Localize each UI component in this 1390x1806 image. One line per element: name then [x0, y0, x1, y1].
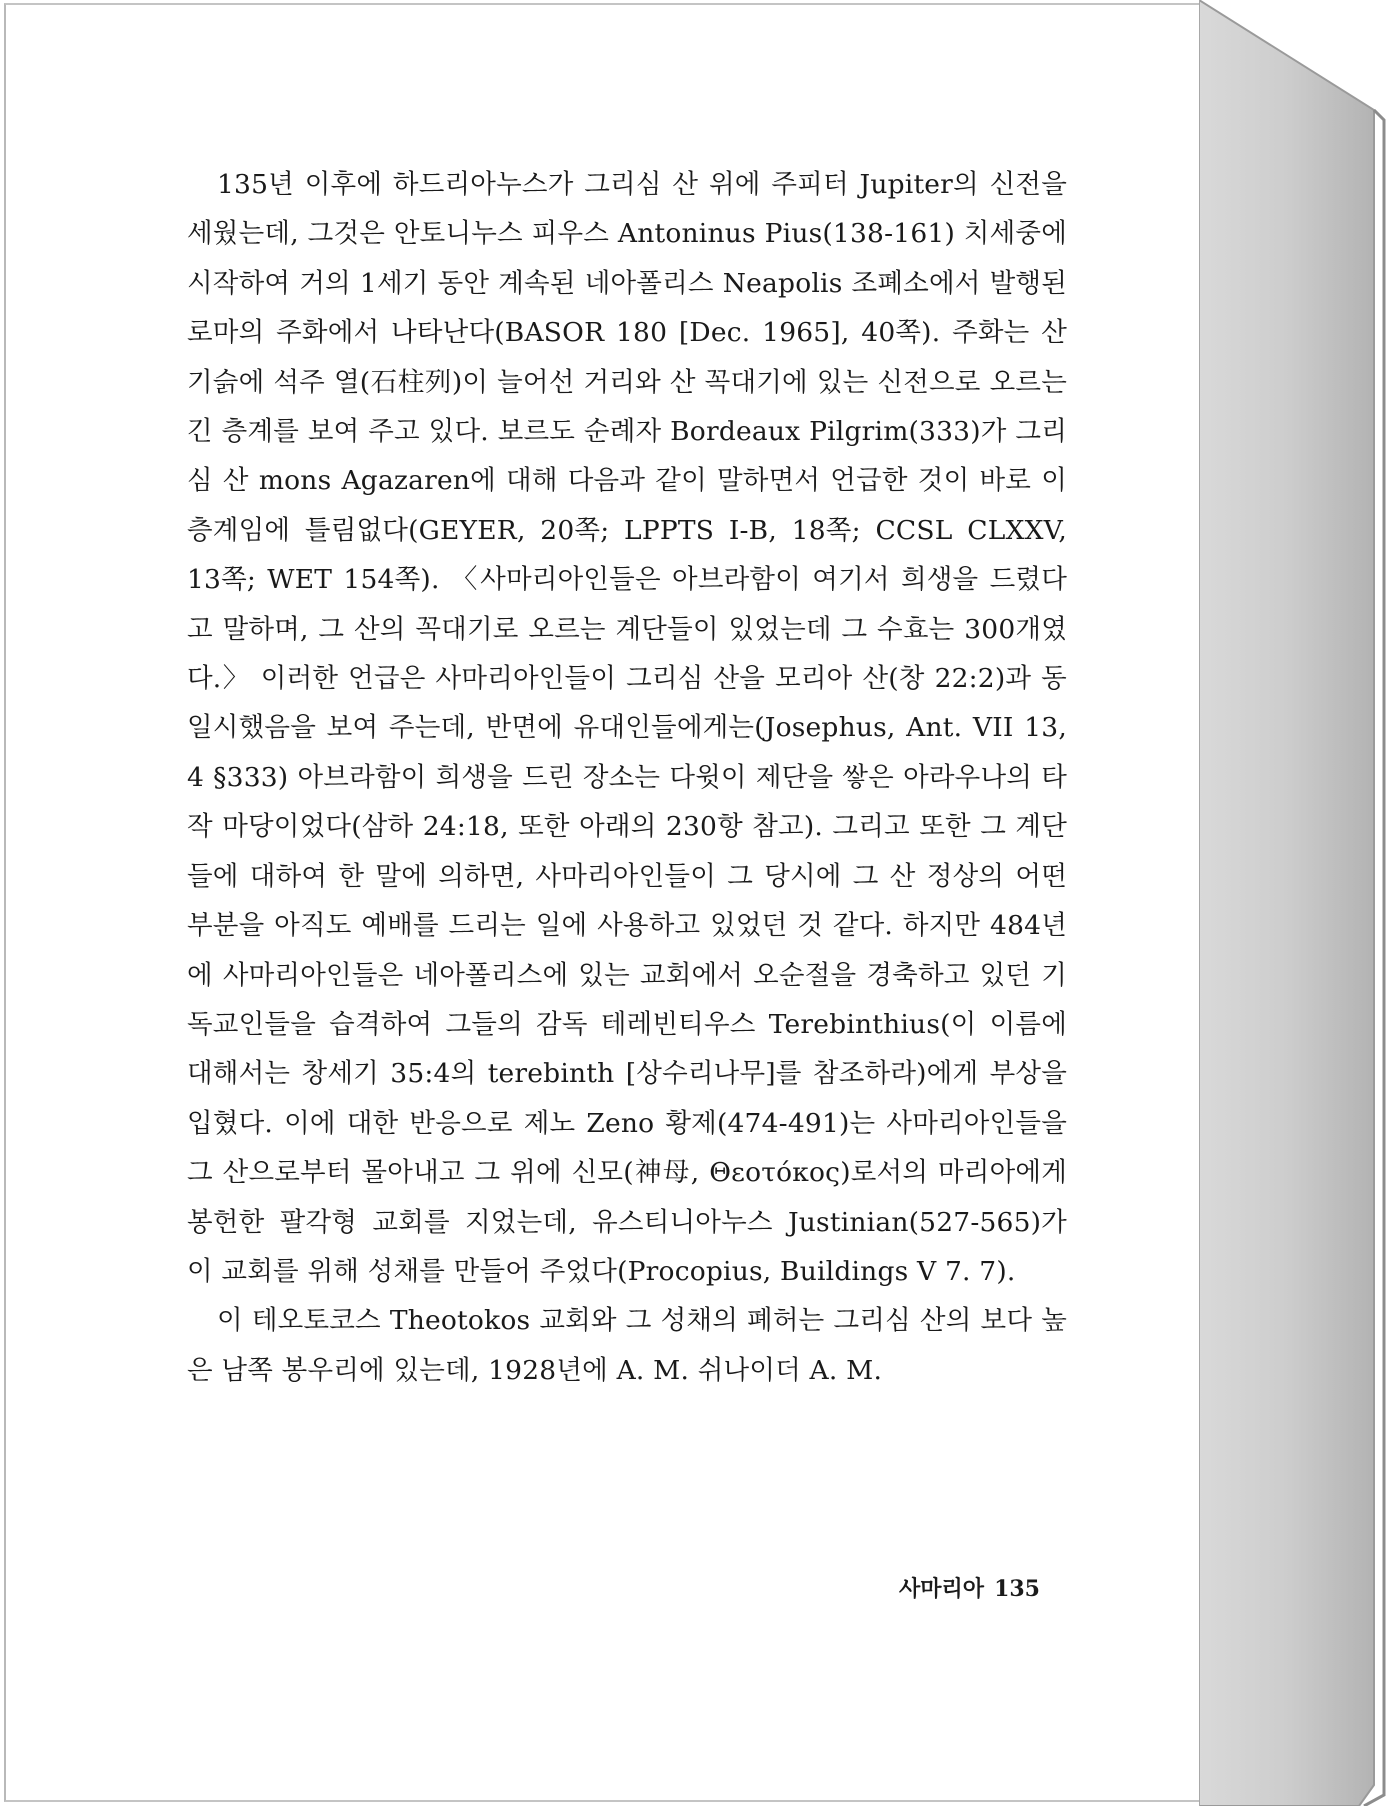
- paragraph-2: 이 테오토코스 Theotokos 교회와 그 성채의 폐허는 그리심 산의 보다 높은 남쪽 봉우리에 있는데, 1928년에 A. M. 쉬나이더 A. M.: [187, 1305, 1067, 1386]
- page-stack-edge: [1199, 0, 1390, 1806]
- body-text: [187, 160, 1067, 1395]
- page-number: 135: [994, 1576, 1040, 1602]
- running-footer: [880, 1572, 1040, 1612]
- section-title: 사마리아: [899, 1577, 985, 1602]
- paragraph-1: 135년 이후에 하드리아누스가 그리심 산 위에 주피터 Jupiter의 신전을 세웠는데, 그것은 안토니누스 피우스 Antoninus Pius(138-161) 치세중에 시작하여 거의 1세기 동안 계속된 네아폴리스 Neapolis 조폐소에서 발행된 로마의 주화에서 나타난다(BASOR 180 [Dec. 1965], 40쪽). 주화는 산기슭에 석주 열(石柱列)이 늘어선 거리와 산 꼭대기에 있는 신전으로 오르는 긴 층계를 보여 주고 있다. 보르도 순례자 Bordeaux Pilgrim(333)가 그리심 산 mons Agazaren에 대해 다음과 같이 말하면서 언급한 것이 바로 이 층계임에 틀림없다(GEYER, 20쪽; LPPTS I-B, 18쪽; CCSL CLXXV, 13쪽; WET 154쪽). 〈사마리아인들은 아브라함이 여기서 희생을 드렸다고 말하며, 그 산의 꼭대기로 오르는 계단들이 있었는데 그 수효는 300개였다.〉 이러한 언급은 사마리아인들이 그리심 산을 모리아 산(창 22:2)과 동일시했음을 보여 주는데, 반면에 유대인들에게는(Josephus, Ant. VII 13, 4 §333) 아브라함이 희생을 드린 장소는 다윗이 제단을 쌓은 아라우나의 타작 마당이었다(삼하 24:18, 또한 아래의 230항 참고). 그리고 또한 그 계단들에 대하여 한 말에 의하면, 사마리아인들이 그 당시에 그 산 정상의 어떤 부분을 아직도 예배를 드리는 일에 사용하고 있었던 것 같다. 하지만 484년에 사마리아인들은 네아폴리스에 있는 교회에서 오순절을 경축하고 있던 기독교인들을 습격하여 그들의 감독 테레빈티우스 Terebinthius(이 이름에 대해서는 창세기 35:4의 terebinth [상수리나무]를 참조하라)에게 부상을 입혔다. 이에 대한 반응으로 제노 Zeno 황제(474-491)는 사마리아인들을 그 산으로부터 몰아내고 그 위에 신모(神母, Θεοτόκος)로서의 마리아에게 봉헌한 팔각형 교회를 지었는데, 유스티니아누스 Justinian(527-565)가 이 교회를 위해 성채를 만들어 주었다(Procopius, Buildings V 7. 7).: [187, 169, 1067, 1287]
